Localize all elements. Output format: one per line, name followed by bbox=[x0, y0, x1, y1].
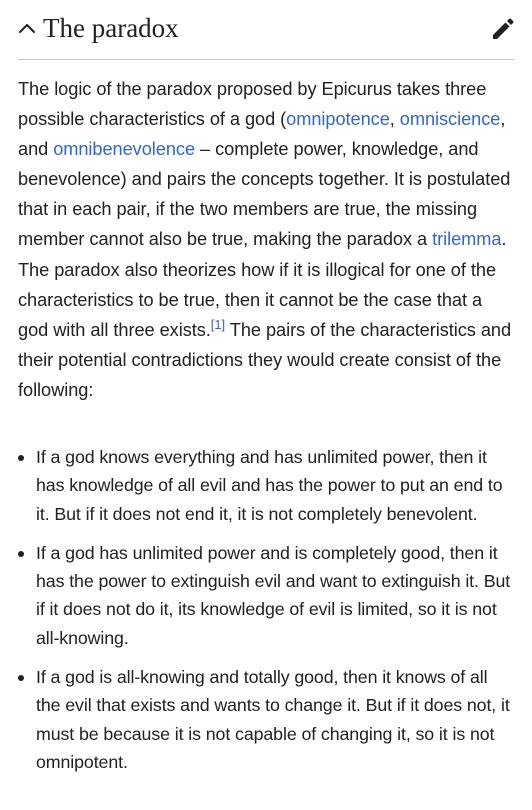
list-item bbox=[18, 539, 516, 652]
paragraph-text: , and bbox=[18, 109, 506, 160]
bullet-icon bbox=[18, 675, 24, 681]
link-omnipotence[interactable]: omnipotence bbox=[286, 109, 390, 130]
section-content bbox=[18, 74, 516, 405]
list-item-text: If a god is all-knowing and totally good, then it knows of all the evil that exists and wants to change it. But if it does not, it must be because it is not capable of changing it, so it is not omnipotent. bbox=[36, 667, 510, 772]
paragraph-text: , bbox=[389, 109, 400, 130]
paragraph-text: The pairs of the characteristics and their potential contradictions they would create consist of the following: bbox=[18, 319, 512, 400]
paragraph bbox=[18, 74, 516, 405]
link-trilemma[interactable]: trilemma bbox=[432, 229, 502, 250]
chevron-up-icon[interactable] bbox=[18, 21, 36, 35]
list-item bbox=[18, 443, 516, 528]
paragraph-text: The logic of the paradox proposed by Epicurus takes three possible characteristics of a god ( bbox=[18, 79, 487, 130]
section-header bbox=[0, 0, 532, 60]
bullet-icon bbox=[18, 551, 24, 557]
section-title: The paradox bbox=[43, 13, 179, 43]
section-divider bbox=[18, 59, 514, 60]
list-item bbox=[18, 663, 516, 776]
contradiction-list bbox=[18, 443, 516, 787]
paragraph-text: . The paradox also theorizes how if it is illogical for one of the characteristics to be true, then it cannot be the case that a god with all three exists. bbox=[18, 229, 507, 340]
list-item-text: If a god has unlimited power and is completely good, then it has the power to extinguish evil and want to extinguish it. But if it does not do it, its knowledge of evil is limited, so it is not all-knowing. bbox=[36, 542, 511, 648]
link-omnibenevolence[interactable]: omnibenevolence bbox=[53, 139, 196, 160]
list-item-text: If a god knows everything and has unlimited power, then it has knowledge of all evil and has the power to put an end to it. But if it does not end it, it is not completely benevolent. bbox=[36, 447, 503, 524]
citation-link[interactable]: [1] bbox=[210, 316, 226, 332]
link-omniscience[interactable]: omniscience bbox=[399, 109, 501, 130]
paragraph-text: – complete power, knowledge, and benevolence) and pairs the concepts together. It is postulated that in each pair, if the two members are true, the missing member cannot also be true, making the paradox a bbox=[18, 139, 511, 250]
bullet-icon bbox=[18, 455, 24, 461]
pencil-icon[interactable] bbox=[487, 15, 517, 45]
